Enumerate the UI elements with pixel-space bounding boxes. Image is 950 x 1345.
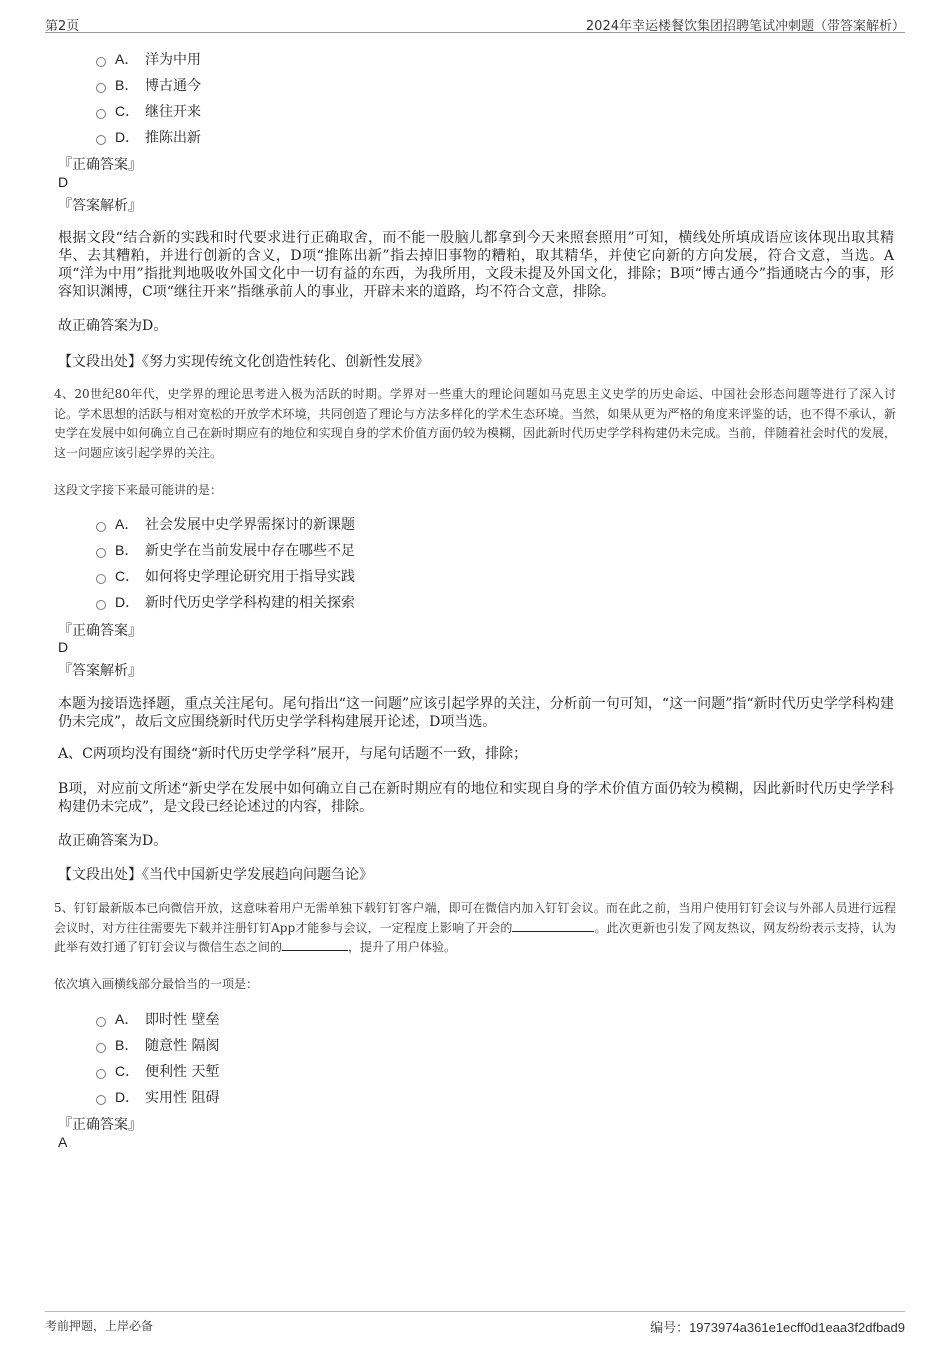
q3-conclusion: 故正确答案为D。 [58, 318, 168, 334]
q4-analysis-ac: A、C两项均没有围绕“新时代历史学学科”展开，与尾句话题不一致，排除； [58, 746, 528, 762]
q4-option-d[interactable]: D． 新时代历史学学科构建的相关探索 [96, 589, 355, 615]
radio-icon[interactable] [96, 600, 106, 610]
q3-source: 【文段出处】《努力实现传统文化创造性转化、创新性发展》 [58, 354, 429, 370]
q4-correct-answer-label: 『正确答案』 [58, 623, 142, 639]
page-footer [45, 1311, 905, 1338]
q4-answer: D [58, 639, 69, 655]
q4-analysis-b: B项，对应前文所述“新史学在发展中如何确立自己在新时期应有的地位和实现自身的学术价值方面仍较为模糊，因此新时代历史学学科构建仍未完成”，是文段已经论述过的内容，排除。 [58, 781, 894, 815]
q3-analysis-text: 根据文段“结合新的实践和时代要求进行正确取舍，而不能一股脑儿都拿到今天来照套照用”可知，横线处所填成语应该体现出取其精华、去其糟粕，并进行创新的含义，D项“推陈出新”指去掉旧事物的糟粕，取其精华，并使它向新的方向发展，符合文意，当选。A项“洋为中用”指批判地吸收外国文化中一切有益的东西，为我所用，文段未提及外国文化，排除；B项“博古通今”指通晓古今的事，形容知识渊博，C项“继往开来”指继承前人的事业，开辟未来的道路，均不符合文意，排除。 [58, 230, 894, 300]
radio-icon[interactable] [96, 574, 106, 584]
fill-blank-1 [512, 919, 594, 932]
radio-icon[interactable] [96, 57, 106, 67]
radio-icon[interactable] [96, 1017, 106, 1027]
q4-option-c[interactable]: C． 如何将史学理论研究用于指导实践 [96, 563, 355, 589]
q3-option-a[interactable]: A． 洋为中用 [96, 46, 201, 72]
q5-stem: 5、钉钉最新版本已向微信开放，这意味着用户无需单独下载钉钉客户端，即可在微信内加入钉钉会议。而在此之前，当用户使用钉钉会议与外部人员进行远程会议时，对方往往需要先下载并注册钉钉App才能参与会议，一定程度上影响了开会的 。此次更新也引发了网友热议，网友纷纷表示支持，认为此举有效打通了钉钉会议与微信生态之间的 ，提升了用户体验。 [54, 901, 896, 954]
q3-option-c[interactable]: C． 继往开来 [96, 98, 201, 124]
q5-prompt: 依次填入画横线部分最恰当的一项是： [54, 977, 259, 991]
q3-correct-answer-label: 『正确答案』 [58, 157, 142, 173]
document-title: 2024年幸运楼餐饮集团招聘笔试冲刺题（带答案解析） [585, 19, 905, 34]
q5-options [96, 1006, 219, 1110]
page-number: 第2页 [45, 19, 80, 34]
page-header [45, 12, 905, 33]
radio-icon[interactable] [96, 109, 106, 119]
fill-blank-2 [282, 938, 348, 951]
q4-analysis-text: 本题为接语选择题，重点关注尾句。尾句指出“这一问题”应该引起学界的关注，分析前一句可知，“这一问题”指“新时代历史学学科构建仍未完成”，故后文应围绕新时代历史学学科构建展开论述，D项当选。 [58, 696, 894, 730]
radio-icon[interactable] [96, 522, 106, 532]
q3-option-d[interactable]: D． 推陈出新 [96, 124, 201, 150]
q4-stem: 4、20世纪80年代，史学界的理论思考进入极为活跃的时期。学界对一些重大的理论问题如马克思主义史学的历史命运、中国社会形态问题等进行了深入讨论。学术思想的活跃与相对宽松的开放学术环境，共同创造了理论与方法多样化的学术生态环境。当然，如果从更为严格的角度来评鉴的话，也不得不承认，新史学在发展中如何确立自己在新时期应有的地位和实现自身的学术价值方面仍较为模糊，因此新时代历史学学科构建仍未完成。当前，伴随着社会时代的发展，这一问题应该引起学界的关注。 [54, 387, 896, 460]
q4-option-b[interactable]: B． 新史学在当前发展中存在哪些不足 [96, 537, 355, 563]
radio-icon[interactable] [96, 135, 106, 145]
q4-source: 【文段出处】《当代中国新史学发展趋向问题刍论》 [58, 867, 373, 883]
q3-analysis-label: 『答案解析』 [58, 198, 142, 214]
q3-option-b[interactable]: B． 博古通今 [96, 72, 201, 98]
radio-icon[interactable] [96, 1095, 106, 1105]
radio-icon[interactable] [96, 83, 106, 93]
q4-analysis-label: 『答案解析』 [58, 663, 142, 679]
radio-icon[interactable] [96, 1043, 106, 1053]
q5-option-a[interactable]: A． 即时性 壁垒 [96, 1006, 219, 1032]
q5-option-d[interactable]: D． 实用性 阻碍 [96, 1084, 219, 1110]
q4-conclusion: 故正确答案为D。 [58, 833, 168, 849]
radio-icon[interactable] [96, 548, 106, 558]
radio-icon[interactable] [96, 1069, 106, 1079]
q5-option-b[interactable]: B． 随意性 隔阂 [96, 1032, 219, 1058]
q4-options [96, 511, 355, 615]
q3-options [96, 46, 201, 150]
q4-prompt: 这段文字接下来最可能讲的是： [54, 483, 223, 497]
q5-option-c[interactable]: C． 便利性 天堑 [96, 1058, 219, 1084]
q4-option-a[interactable]: A． 社会发展中史学界需探讨的新课题 [96, 511, 355, 537]
q5-correct-answer-label: 『正确答案』 [58, 1117, 142, 1133]
footer-slogan: 考前押题，上岸必备 [45, 1319, 154, 1333]
q5-answer: A [58, 1134, 68, 1150]
document-code: 编号：1973974a361e1ecff0d1eaa3f2dfbad9 [650, 1320, 905, 1335]
q3-answer: D [58, 174, 69, 190]
